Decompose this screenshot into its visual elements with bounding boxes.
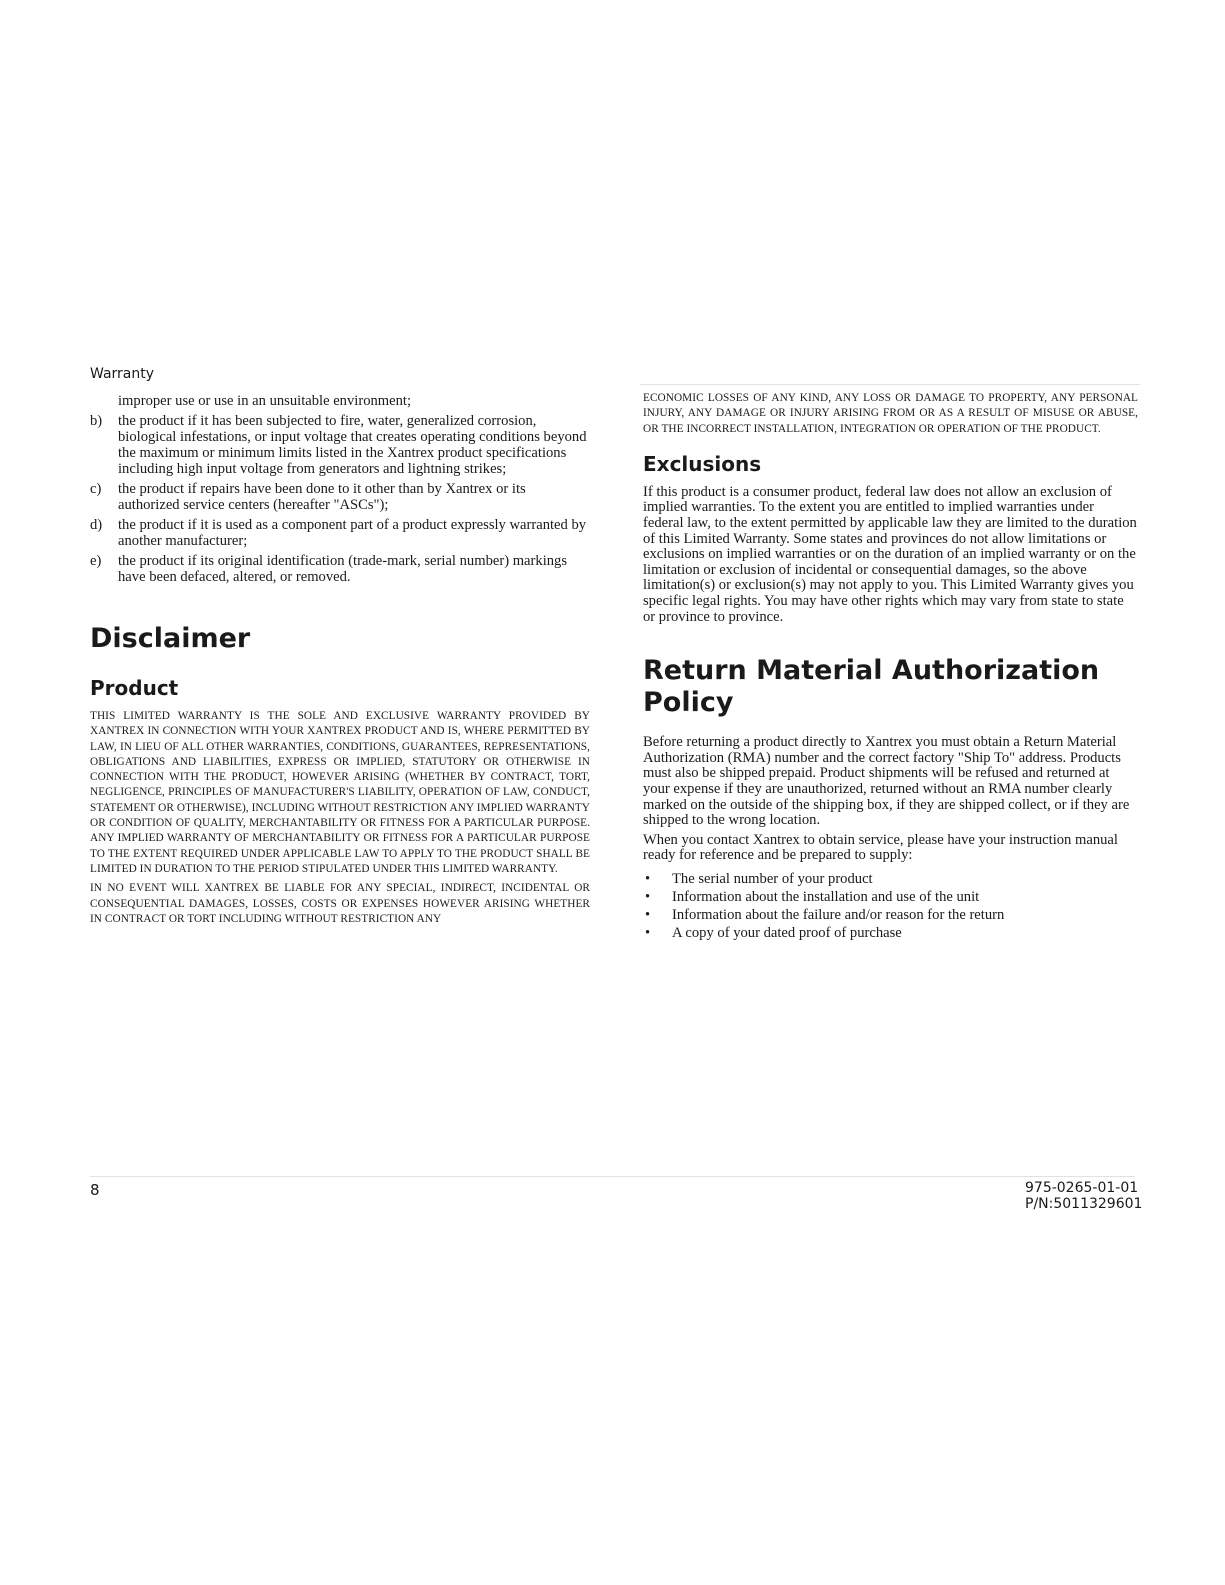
liability-continuation: ECONOMIC LOSSES OF ANY KIND, ANY LOSS OR DAMAGE TO PROPERTY, ANY PERSONAL INJURY, ANY DAMAGE OR INJURY ARISING FROM OR AS A RESULT OF MISUSE OR ABUSE, OR THE INCORRECT INSTALLATION, INTEGRATION OR OPERATION OF THE PRODUCT. bbox=[643, 392, 1138, 435]
bullet-text: Information about the failure and/or reason for the return bbox=[672, 906, 1005, 923]
rma-bullet-list bbox=[643, 870, 1138, 942]
bullet-text: A copy of your dated proof of purchase bbox=[672, 924, 902, 941]
footer-rule bbox=[90, 1176, 1135, 1177]
document-number-block bbox=[1025, 1180, 1142, 1212]
product-heading: Product bbox=[90, 676, 179, 700]
list-item-c bbox=[90, 481, 590, 513]
product-paragraph-1: THIS LIMITED WARRANTY IS THE SOLE AND EXCLUSIVE WARRANTY PROVIDED BY XANTREX IN CONNECTION WITH YOUR XANTREX PRODUCT AND IS, WHERE PERMITTED BY LAW, IN LIEU OF ALL OTHER WARRANTIES, CONDITIONS, GUARANTEES, REPRESENTATIONS, OBLIGATIONS AND LIABILITIES, EXPRESS OR IMPLIED, STATUTORY OR OTHERWISE IN CONNECTION WITH THE PRODUCT, HOWEVER ARISING (WHETHER BY CONTRACT, TORT, NEGLIGENCE, PRINCIPLES OF MANUFACTURER'S LIABILITY, OPERATION OF LAW, CONDUCT, STATEMENT OR OTHERWISE), INCLUDING WITHOUT RESTRICTION ANY IMPLIED WARRANTY OR CONDITION OF QUALITY, MERCHANTABILITY OR FITNESS FOR A PARTICULAR PURPOSE. ANY IMPLIED WARRANTY OF MERCHANTABILITY OR FITNESS FOR A PARTICULAR PURPOSE TO THE EXTENT REQUIRED UNDER APPLICABLE LAW TO APPLY TO THE PRODUCT SHALL BE LIMITED IN DURATION TO THE PERIOD STIPULATED UNDER THIS LIMITED WARRANTY. bbox=[90, 710, 590, 875]
document-number: 975-0265-01-01 bbox=[1025, 1180, 1139, 1196]
list-item bbox=[643, 924, 1138, 942]
list-item bbox=[643, 870, 1138, 888]
list-item-b bbox=[90, 413, 590, 477]
bullet-marker: • bbox=[645, 888, 651, 905]
page-number: 8 bbox=[90, 1181, 100, 1199]
list-text: the product if its original identification (trade-mark, serial number) markings have been defaced, altered, or removed. bbox=[118, 553, 568, 585]
list-text: the product if repairs have been done to it other than by Xantrex or its authorized service centers (hereafter "ASCs"); bbox=[118, 481, 526, 513]
bullet-marker: • bbox=[645, 870, 651, 887]
bullet-marker: • bbox=[645, 906, 651, 923]
list-item-continuation: improper use or use in an unsuitable environment; bbox=[118, 393, 412, 409]
running-header: Warranty bbox=[90, 366, 155, 382]
list-letter: e) bbox=[90, 553, 102, 569]
right-column bbox=[643, 391, 1138, 942]
list-letter: c) bbox=[90, 481, 102, 497]
bullet-marker: • bbox=[645, 924, 651, 941]
product-paragraph-2: IN NO EVENT WILL XANTREX BE LIABLE FOR ANY SPECIAL, INDIRECT, INCIDENTAL OR CONSEQUENTIAL DAMAGES, LOSSES, COSTS OR EXPENSES HOWEVER ARISING WHETHER IN CONTRACT OR TORT INCLUDING WITHOUT RESTRICTION ANY bbox=[90, 882, 590, 925]
list-item bbox=[643, 888, 1138, 906]
list-text: the product if it is used as a component part of a product expressly warranted by another manufacturer; bbox=[118, 517, 587, 549]
list-letter: b) bbox=[90, 413, 103, 429]
part-number: P/N:5011329601 bbox=[1025, 1196, 1143, 1212]
left-column bbox=[90, 393, 590, 927]
rma-paragraph-1: Before returning a product directly to Xantrex you must obtain a Return Material Authorization (RMA) number and the correct factory "Ship To" address. Products must also be shipped prepaid. Product shipments will be refused and returned at your expense if they are unauthorized, returned without an RMA number clearly marked on the outside of the shipping box, if they are shipped collect, or if they are shipped to the wrong location. bbox=[643, 734, 1130, 829]
bullet-text: The serial number of your product bbox=[672, 870, 873, 887]
disclaimer-heading: Disclaimer bbox=[90, 623, 251, 654]
exclusions-paragraph: If this product is a consumer product, federal law does not allow an exclusion of implied warranties. To the extent you are entitled to implied warranties under federal law, to the extent permitted by applicable law they are limited to the duration of this Limited Warranty. Some states and provinces do not allow limitations or exclusions on implied warranties or on the duration of an implied warranty or on the limitation or exclusion of incidental or consequential damages, so the above limitation(s) or exclusion(s) may not apply to you. This Limited Warranty gives you specific legal rights. You may have other rights which may vary from state to state or province to province. bbox=[643, 483, 1137, 625]
rma-paragraph-2: When you contact Xantrex to obtain service, please have your instruction manual ready for reference and be prepared to supply: bbox=[643, 831, 1118, 864]
header-rule bbox=[640, 384, 1140, 385]
list-item bbox=[643, 906, 1138, 924]
list-item-d bbox=[90, 517, 590, 549]
bullet-text: Information about the installation and use of the unit bbox=[672, 888, 980, 905]
exclusions-heading: Exclusions bbox=[643, 451, 762, 476]
list-item-e bbox=[90, 553, 590, 585]
rma-heading: Return Material Authorization Policy bbox=[643, 655, 1100, 719]
list-letter: d) bbox=[90, 517, 103, 533]
list-text: the product if it has been subjected to fire, water, generalized corrosion, biological infestations, or input voltage that creates operating conditions beyond the maximum or minimum limits listed in the Xantrex product specifications including high input voltage from generators and lightning strikes; bbox=[118, 413, 587, 477]
